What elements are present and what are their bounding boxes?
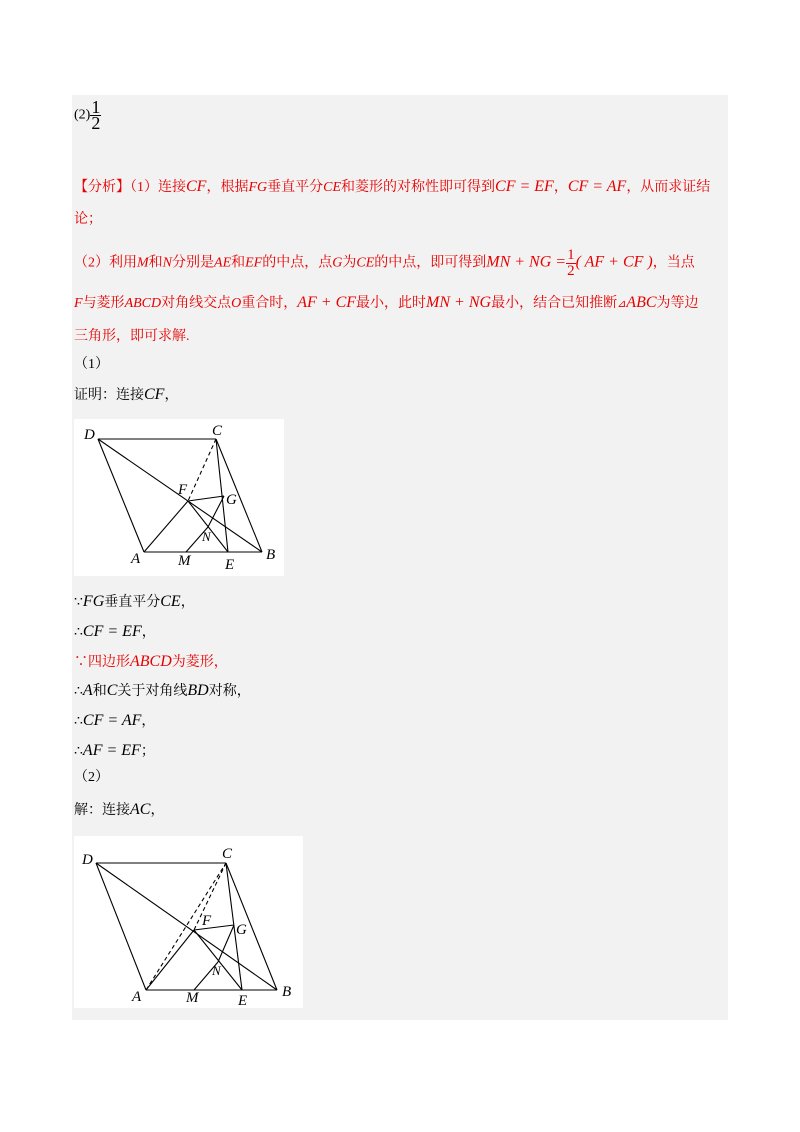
proof1-step-4 <box>74 681 251 702</box>
edge-DA <box>98 439 144 552</box>
text: ， <box>141 625 156 640</box>
math: F <box>74 296 83 311</box>
therefore-symbol: ∴ <box>74 714 83 729</box>
figure-2-svg <box>74 836 303 1008</box>
math: CE <box>356 255 375 271</box>
text: （1）连接 <box>130 180 186 195</box>
text: 对称， <box>208 684 251 699</box>
text: ， <box>141 714 156 729</box>
proof1-heading: （1） <box>74 357 109 372</box>
math: EF <box>245 255 263 271</box>
text: 最小，结合已知推断 <box>491 296 618 311</box>
therefore-symbol: ∴ <box>74 684 83 699</box>
label-A: A <box>132 989 142 1005</box>
proof1-intro <box>74 385 178 406</box>
fraction-denominator: 2 <box>567 263 575 279</box>
text: 和 <box>148 255 163 271</box>
math: CE <box>323 180 342 195</box>
analysis-tag: 【分析】 <box>74 180 130 195</box>
label-C: C <box>212 423 223 439</box>
because-symbol: ∵ <box>74 595 83 610</box>
math: FG <box>248 180 268 195</box>
text: 证明：连接 <box>74 388 144 403</box>
label-G: G <box>226 492 237 508</box>
figure-2 <box>74 836 303 1008</box>
segment-AF <box>144 501 188 552</box>
label-F: F <box>178 482 188 498</box>
edge-CB <box>216 439 262 552</box>
text: 最小，此时 <box>356 296 427 311</box>
math: CE <box>160 593 181 610</box>
proof1-step-3 <box>74 652 228 673</box>
math: A <box>82 682 93 699</box>
label-D: D <box>82 852 93 868</box>
proof2-intro <box>74 800 164 821</box>
analysis-line-1 <box>74 177 710 198</box>
label-N: N <box>212 963 221 978</box>
text: （2）利用 <box>74 255 137 271</box>
proof1-step-1 <box>74 592 195 613</box>
text: ， <box>180 595 195 610</box>
label-B: B <box>266 547 276 563</box>
text: 分别是 <box>172 255 215 271</box>
math: O <box>231 296 242 311</box>
because-symbol: ∵ <box>74 655 88 670</box>
math: C <box>106 682 118 699</box>
text: 为 <box>342 255 357 271</box>
math: FG <box>82 593 105 610</box>
figure-1-svg <box>74 419 284 576</box>
text: 重合时， <box>241 296 298 311</box>
text: 和菱形的对称性即可得到 <box>341 180 496 195</box>
fraction-numerator: 1 <box>567 247 575 263</box>
edge-DA <box>96 863 146 990</box>
triangle-symbol: ⊿ <box>617 298 627 310</box>
text: 为等边 <box>656 296 699 311</box>
part2-answer <box>74 97 101 133</box>
diagonal-DB <box>96 863 277 990</box>
label-D: D <box>84 427 95 443</box>
text: ， <box>150 803 165 818</box>
therefore-symbol: ∴ <box>74 744 83 759</box>
math: ABCD <box>124 296 162 311</box>
proof1-step-5 <box>74 711 155 732</box>
math: AE <box>214 255 232 271</box>
text: 和 <box>92 684 107 699</box>
segment-CF-dashed <box>188 439 216 501</box>
math: G <box>332 255 343 271</box>
segment-FG <box>188 496 224 501</box>
label-F: F <box>202 913 212 929</box>
therefore-symbol: ∴ <box>74 625 83 640</box>
text: ， <box>553 180 568 195</box>
text: 四边形 <box>88 655 130 670</box>
math: ABCD <box>130 653 172 670</box>
figure-1 <box>74 419 284 576</box>
label-E: E <box>225 557 235 573</box>
answer-denominator: 2 <box>91 113 101 133</box>
label-B: B <box>282 984 292 1000</box>
text: ； <box>140 744 155 759</box>
analysis-line-3 <box>74 248 695 279</box>
math: ABC <box>626 294 657 311</box>
math: CF <box>186 178 207 195</box>
math: MN + NG <box>426 294 492 311</box>
math: AF + CF <box>297 294 357 311</box>
segment-NG <box>208 496 224 527</box>
text: ，当点 <box>652 255 695 271</box>
text: ，根据 <box>206 180 249 195</box>
answer-fraction <box>90 97 101 133</box>
math: CF <box>144 386 165 403</box>
text: 解：连接 <box>74 803 130 818</box>
half-fraction <box>566 248 576 279</box>
text: 为菱形， <box>171 655 228 670</box>
segment-NG <box>218 925 234 962</box>
label-G: G <box>236 922 247 938</box>
text: 垂直平分 <box>267 180 324 195</box>
text: 与菱形 <box>82 296 125 311</box>
math: CF = AF <box>82 712 142 729</box>
math: CF = EF <box>495 178 554 195</box>
label-M: M <box>178 553 191 569</box>
text: 的中点，点 <box>262 255 333 271</box>
part2-label: (2) <box>74 107 91 123</box>
text: 的中点，即可得到 <box>374 255 487 271</box>
math: M <box>137 255 149 271</box>
text: 对角线交点 <box>161 296 232 311</box>
label-M: M <box>186 990 199 1006</box>
answer-numerator: 1 <box>91 97 101 117</box>
math: CF = EF <box>82 623 142 640</box>
label-E: E <box>238 993 248 1008</box>
text: 和 <box>231 255 246 271</box>
analysis-line-5: 三角形，即可求解. <box>74 329 190 344</box>
math: N <box>162 255 173 271</box>
proof1-step-6 <box>74 741 155 762</box>
math: AF = EF <box>82 742 141 759</box>
math: MN + NG = <box>486 253 567 271</box>
label-C: C <box>222 846 233 862</box>
math: AC <box>130 801 151 818</box>
math: CF = AF <box>567 178 627 195</box>
segment-AF <box>146 930 194 990</box>
text: ，从而求证结 <box>626 180 711 195</box>
proof2-heading: （2） <box>74 770 109 785</box>
text: 垂直平分 <box>104 595 161 610</box>
analysis-line-2: 论； <box>74 212 102 227</box>
label-A: A <box>131 551 141 567</box>
proof1-step-2 <box>74 622 156 643</box>
text: 关于对角线 <box>117 684 188 699</box>
segment-FG <box>194 925 234 930</box>
text: ， <box>164 388 179 403</box>
math: ( AF + CF ) <box>575 253 653 271</box>
label-N: N <box>202 529 211 544</box>
analysis-line-4 <box>74 293 699 314</box>
math: BD <box>187 682 209 699</box>
